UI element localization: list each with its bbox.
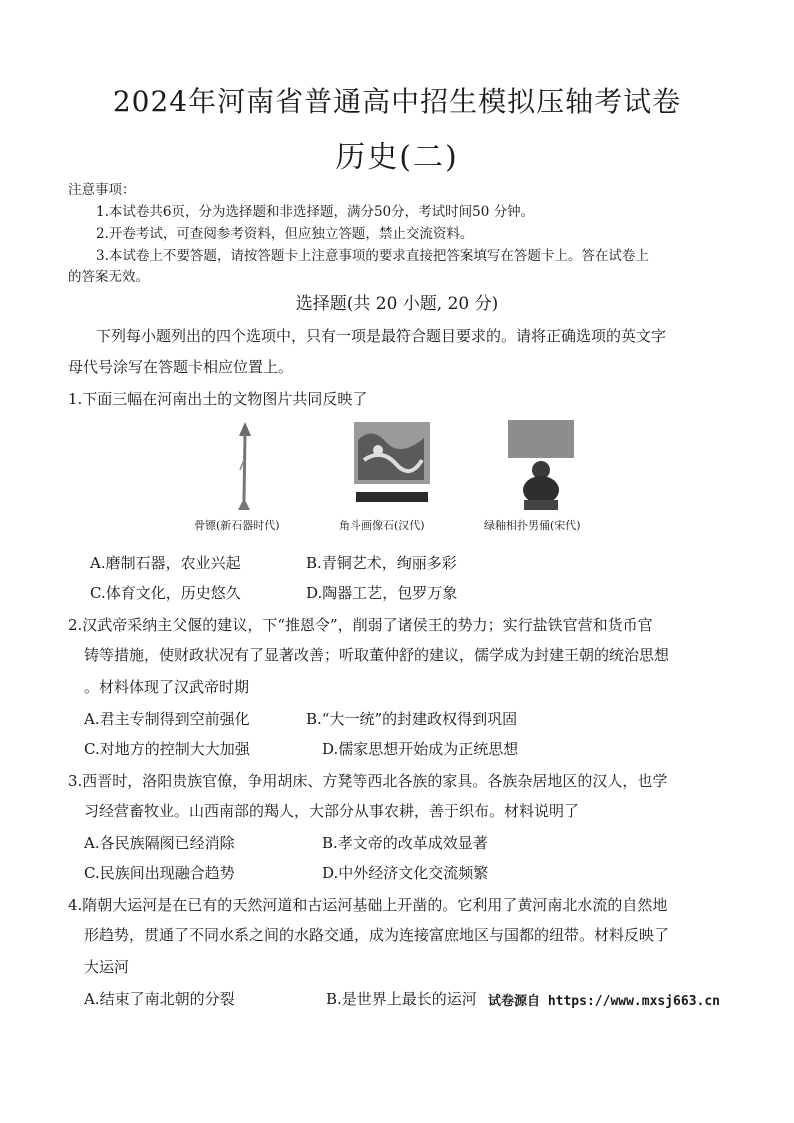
q1-option-d: D.陶器工艺，包罗万象 — [306, 584, 458, 602]
q2-option-b: B.“大一统”的封建政权得到巩固 — [306, 710, 518, 728]
q2-option-c: C.对地方的控制大大加强 — [84, 740, 250, 758]
stone-relief-image — [352, 420, 432, 512]
q3-option-b: B.孝文帝的改革成效显著 — [322, 834, 488, 852]
q4-option-a: A.结束了南北朝的分裂 — [84, 990, 235, 1008]
q4-option-b: B.是世界上最长的运河 — [326, 990, 477, 1008]
q3-line-2: 习经营畜牧业。山西南部的羯人，大部分从事农耕，善于织布。材料说明了 — [84, 802, 580, 820]
q2-line-2: 铸等措施，使财政状况有了显著改善；听取董仲舒的建议，儒学成为封建王朝的统治思想 — [84, 646, 670, 664]
notice-item-3-cont: 的答案无效。 — [68, 269, 149, 285]
q1-option-b: B.青铜艺术，绚丽多彩 — [306, 554, 457, 572]
section-title: 选择题(共 20 小题, 20 分) — [295, 294, 499, 314]
bone-harpoon-image — [232, 420, 258, 512]
exam-subtitle: 历史(二) — [335, 140, 459, 175]
q1-stem: 1.下面三幅在河南出土的文物图片共同反映了 — [68, 390, 368, 408]
exam-title: 2024年河南省普通高中招生模拟压轴考试卷 — [112, 85, 682, 118]
notice-item-2: 2.开卷考试，可查阅参考资料，但应独立答题，禁止交流资料。 — [96, 226, 474, 242]
q2-option-d: D.儒家思想开始成为正统思想 — [322, 740, 519, 758]
q3-line-1: 3.西晋时，洛阳贵族官僚，争用胡床、方凳等西北各族的家具。各族杂居地区的汉人，也学 — [68, 772, 668, 790]
q3-option-c: C.民族间出现融合趋势 — [84, 864, 235, 882]
notice-item-3: 3.本试卷上不要答题，请按答题卡上注意事项的要求直接把答案填写在答题卡上。答在试卷上 — [96, 248, 649, 264]
q4-line-1: 4.隋朝大运河是在已有的天然河道和古运河基础上开凿的。它利用了黄河南北水流的自然地 — [68, 896, 668, 914]
section-instruction-2: 母代号涂写在答题卡相应位置上。 — [68, 358, 294, 376]
q1-caption-3: 绿釉相扑男俑(宋代) — [484, 519, 581, 532]
section-instruction-1: 下列每小题列出的四个选项中，只有一项是最符合题目要求的。请将正确选项的英文字 — [96, 327, 667, 345]
q1-caption-2: 角斗画像石(汉代) — [339, 519, 425, 532]
q2-line-3: 。材料体现了汉武帝时期 — [84, 678, 250, 696]
q4-line-2: 形趋势，贯通了不同水系之间的水路交通，成为连接富庶地区与国都的纽带。材料反映了 — [84, 926, 670, 944]
q3-option-d: D.中外经济文化交流频繁 — [322, 864, 489, 882]
q1-caption-1: 骨镖(新石器时代) — [194, 519, 280, 532]
q1-option-c: C.体育文化，历史悠久 — [90, 584, 241, 602]
q3-option-a: A.各民族隔阂已经消除 — [84, 834, 235, 852]
notice-item-1: 1.本试卷共6页，分为选择题和非选择题，满分50分，考试时间50 分钟。 — [96, 204, 535, 220]
q2-line-1: 2.汉武帝采纳主父偃的建议，下“推恩令”，削弱了诸侯王的势力；实行盐铁官营和货币官 — [68, 616, 653, 634]
ceramic-figurine-image — [508, 420, 574, 512]
source-watermark: 试卷源自 https://www.mxsj663.cn — [488, 994, 721, 1009]
q2-option-a: A.君主专制得到空前强化 — [84, 710, 250, 728]
q1-option-a: A.磨制石器，农业兴起 — [90, 554, 241, 572]
q4-line-3: 大运河 — [84, 958, 130, 976]
notice-heading: 注意事项： — [68, 182, 136, 198]
